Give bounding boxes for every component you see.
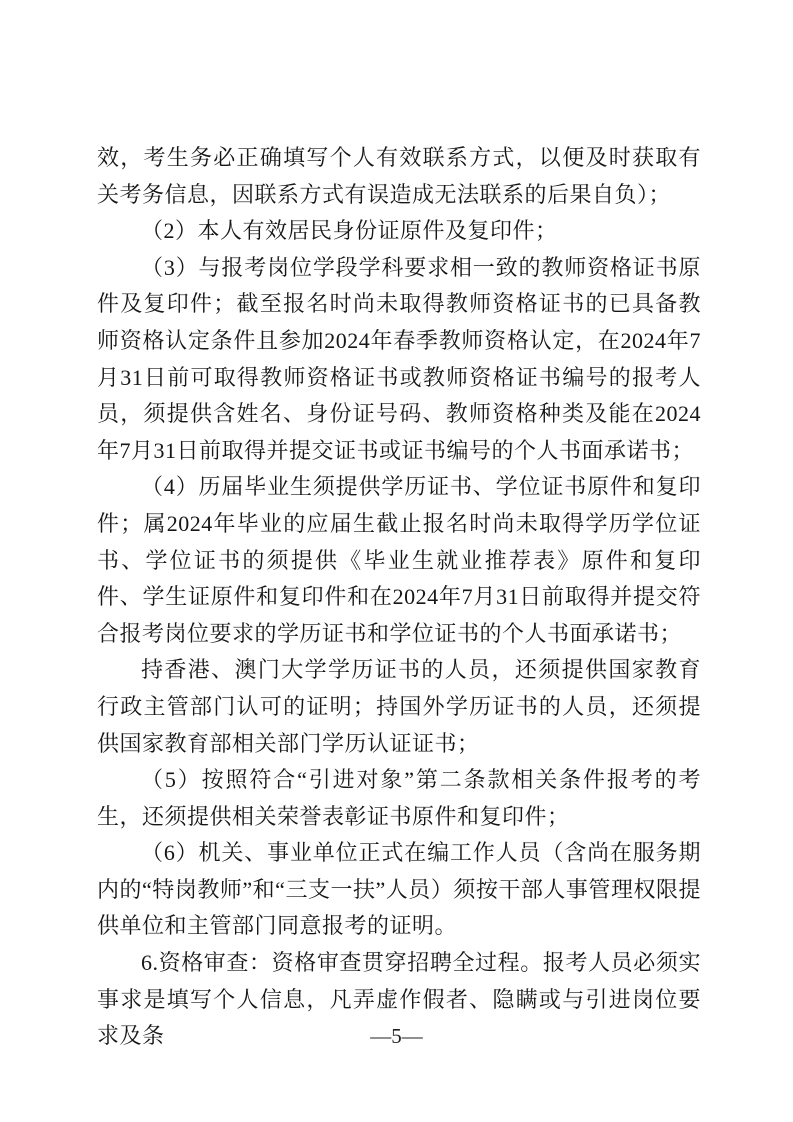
page-footer xyxy=(0,1022,793,1050)
paragraph-item-6: （6）机关、事业单位正式在编工作人员（含尚在服务期内的“特岗教师”和“三支一扶”人员）须按干部人事管理权限提供单位和主管部门同意报考的证明。 xyxy=(97,840,701,939)
paragraph-item-3: （3）与报考岗位学段学科要求相一致的教师资格证书原件及复印件；截至报名时尚未取得教师资格证书的已具备教师资格认定条件且参加2024年春季教师资格认定，在2024年7月31日前可取得教师资格证书或教师资格证书编号的报考人员，须提供含姓名、身份证号码、教师资格种类及能在2024年7月31日前取得并提交证书或证书编号的个人书面承诺书； xyxy=(97,254,701,463)
paragraph-continuation: 效，考生务必正确填写个人有效联系方式，以便及时获取有关考务信息，因联系方式有误造成无法联系的后果自负）； xyxy=(97,145,701,207)
page-number: —5— xyxy=(370,1024,423,1048)
paragraph-item-5: （5）按照符合“引进对象”第二条款相关条件报考的考生，还须提供相关荣誉表彰证书原件和复印件； xyxy=(97,767,701,829)
paragraph-section-6: 6.资格审查：资格审查贯穿招聘全过程。报考人员必须实事求是填写个人信息，凡弄虚作假者、隐瞒或与引进岗位要求及条 xyxy=(97,950,701,1049)
paragraph-item-2: （2）本人有效居民身份证原件及复印件； xyxy=(141,218,558,244)
document-body xyxy=(97,140,701,1055)
paragraph-item-4: （4）历届毕业生须提供学历证书、学位证书原件和复印件；属2024年毕业的应届生截止报名时尚未取得学历学位证书、学位证书的须提供《毕业生就业推荐表》原件和复印件、学生证原件和复印件和在2024年7月31日前取得并提交符合报考岗位要求的学历证书和学位证书的个人书面承诺书； xyxy=(97,474,701,646)
paragraph-hk-macau-note: 持香港、澳门大学学历证书的人员，还须提供国家教育行政主管部门认可的证明；持国外学历证书的人员，还须提供国家教育部相关部门学历认证证书； xyxy=(97,657,701,756)
